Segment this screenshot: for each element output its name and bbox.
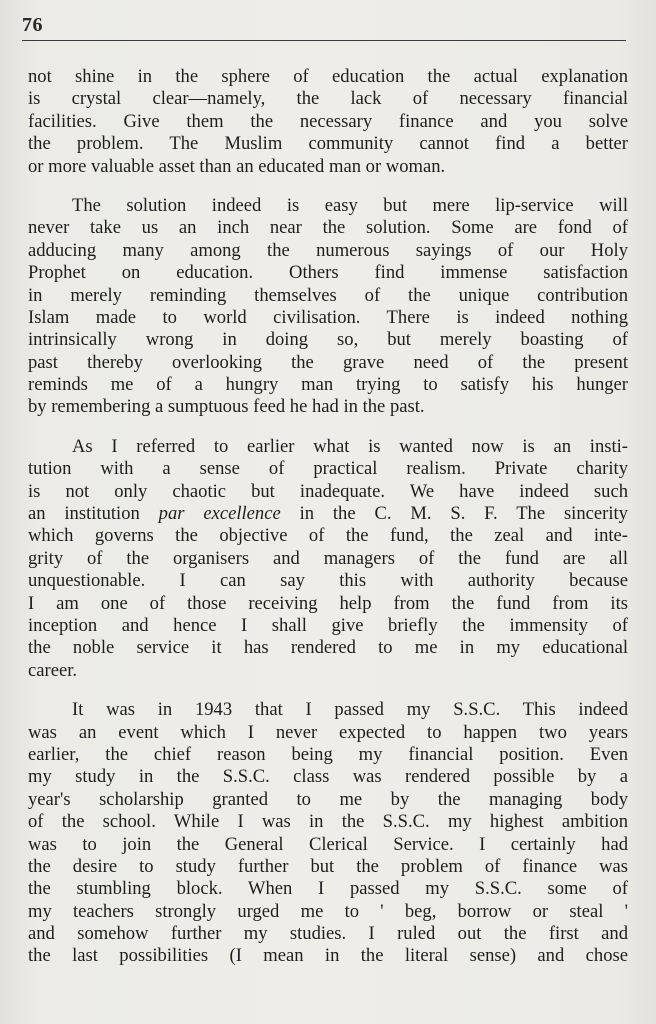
page-number: 76 bbox=[22, 14, 43, 36]
text-segment: an institution bbox=[28, 503, 140, 525]
text-line: tution with a sense of practical realism. Private charity bbox=[28, 458, 628, 480]
text-line: and somehow further my studies. I ruled out the first and bbox=[28, 923, 628, 945]
text-line: inception and hence I shall give briefly the immensity of bbox=[28, 614, 628, 636]
text-line: the problem. The Muslim community cannot find a better bbox=[28, 133, 628, 155]
paragraph-3 bbox=[28, 436, 628, 682]
text-line: of the school. While I was in the S.S.C. my highest ambition bbox=[28, 811, 628, 833]
text-line: It was in 1943 that I passed my S.S.C. This indeed bbox=[72, 699, 628, 721]
text-line: adducing many among the numerous sayings of our Holy bbox=[28, 239, 628, 261]
text-line: unquestionable. I can say this with authority because bbox=[28, 570, 628, 592]
text-line: the stumbling block. When I passed my S.S.C. some of bbox=[28, 878, 628, 900]
text-line: never take us an inch near the solution. Some are fond of bbox=[28, 217, 628, 239]
body-text bbox=[28, 66, 628, 968]
text-line: is crystal clear—namely, the lack of necessary financial bbox=[28, 88, 628, 110]
text-line: career. bbox=[28, 659, 78, 681]
text-line: by remembering a sumptuous feed he had in the past. bbox=[28, 396, 425, 418]
text-line: in merely reminding themselves of the unique contribution bbox=[28, 284, 628, 306]
text-line: I am one of those receiving help from the fund from its bbox=[28, 592, 628, 614]
text-line: past thereby overlooking the grave need of the present bbox=[28, 351, 628, 373]
text-line: the noble service it has rendered to me in my educational bbox=[28, 637, 628, 659]
text-line: reminds me of a hungry man trying to satisfy his hunger bbox=[28, 374, 628, 396]
paragraph-1 bbox=[28, 66, 628, 178]
text-line: intrinsically wrong in doing so, but merely boasting of bbox=[28, 329, 628, 351]
text-line: not shine in the sphere of education the actual explanation bbox=[28, 66, 628, 87]
text-line: year's scholarship granted to me by the managing body bbox=[28, 788, 628, 810]
italic-term: par excellence bbox=[158, 503, 281, 525]
text-line: facilities. Give them the necessary finance and you solve bbox=[28, 110, 628, 132]
text-line: my study in the S.S.C. class was rendered possible by a bbox=[28, 766, 628, 788]
header-rule bbox=[22, 40, 626, 41]
text-line: Prophet on education. Others find immense satisfaction bbox=[28, 262, 628, 284]
text-line: was to join the General Clerical Service. I certainly had bbox=[28, 833, 628, 855]
text-line: which governs the objective of the fund, the zeal and inte- bbox=[28, 525, 628, 547]
paragraph-4 bbox=[28, 699, 628, 968]
text-line: is not only chaotic but inadequate. We have indeed such bbox=[28, 480, 628, 502]
text-line: or more valuable asset than an educated man or woman. bbox=[28, 155, 446, 177]
text-segment: in the C. M. S. F. The sincerity bbox=[299, 503, 628, 525]
text-line: was an event which I never expected to happen two years bbox=[28, 721, 628, 743]
text-line: grity of the organisers and managers of the fund are all bbox=[28, 547, 628, 569]
text-line: my teachers strongly urged me to ' beg, borrow or steal ' bbox=[28, 900, 628, 922]
text-line: the desire to study further but the problem of finance was bbox=[28, 855, 628, 877]
text-line: As I referred to earlier what is wanted now is an insti- bbox=[72, 435, 628, 457]
text-line: The solution indeed is easy but mere lip-service will bbox=[72, 194, 628, 216]
text-line: Islam made to world civilisation. There is indeed nothing bbox=[28, 306, 628, 328]
text-line-mixed bbox=[28, 503, 628, 525]
paragraph-2 bbox=[28, 195, 628, 419]
text-line: earlier, the chief reason being my financial position. Even bbox=[28, 743, 628, 765]
text-line: the last possibilities (I mean in the literal sense) and chose bbox=[28, 945, 628, 967]
